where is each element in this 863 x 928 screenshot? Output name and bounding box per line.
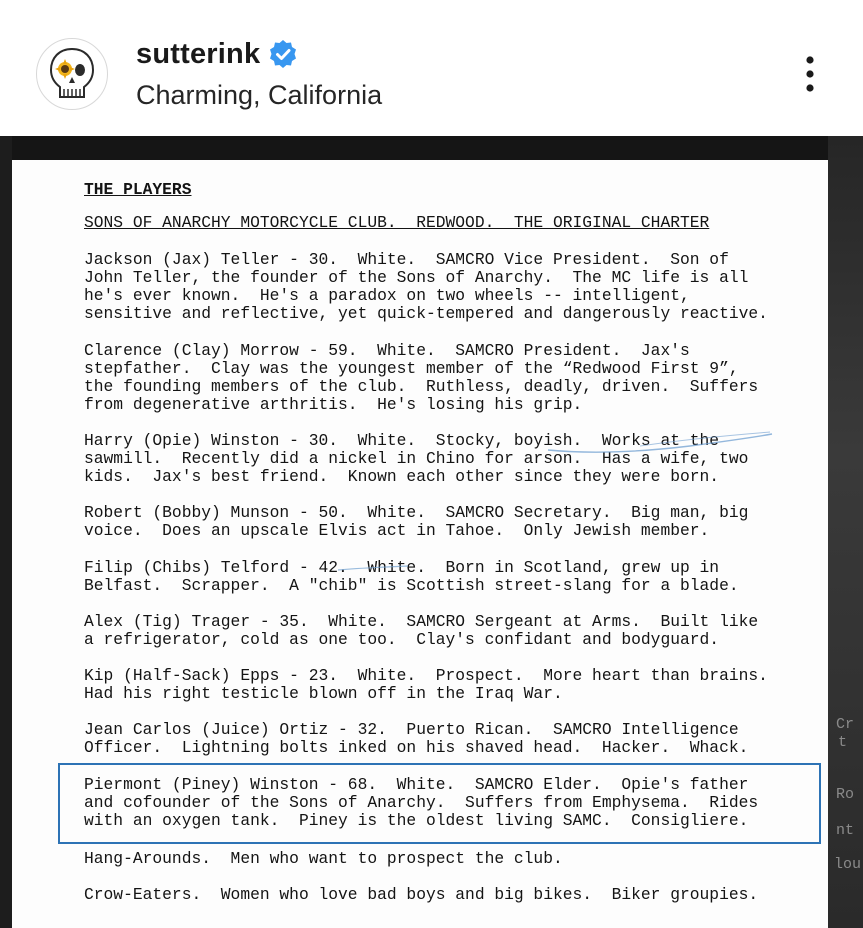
entry-line: Kip (Half-Sack) Epps - 23. White. Prospect. More heart than brains. bbox=[84, 666, 768, 685]
entry-line: from degenerative arthritis. He's losing his grip. bbox=[84, 395, 583, 414]
entry-line: voice. Does an upscale Elvis act in Tahoe. Only Jewish member. bbox=[84, 521, 710, 540]
document-subheading: SONS OF ANARCHY MOTORCYCLE CLUB. REDWOOD. THE ORIGINAL CHARTER bbox=[84, 213, 710, 232]
entry-line: with an oxygen tank. Piney is the oldest living SAMC. Consigliere. bbox=[84, 811, 749, 830]
background-text: Cr bbox=[836, 716, 855, 733]
entry-line: a refrigerator, cold as one too. Clay's confidant and bodyguard. bbox=[84, 630, 720, 649]
entry-line: Belfast. Scrapper. A "chib" is Scottish street-slang for a blade. bbox=[84, 576, 739, 595]
entry-line: and cofounder of the Sons of Anarchy. Suffers from Emphysema. Rides bbox=[84, 793, 759, 812]
entry-line: sawmill. Recently did a nickel in Chino for arson. Has a wife, two bbox=[84, 449, 749, 468]
entry-line: kids. Jax's best friend. Known each other since they were born. bbox=[84, 467, 720, 486]
entry-line: he's ever known. He's a paradox on two wheels -- intelligent, bbox=[84, 286, 690, 305]
photo-right-edge bbox=[828, 136, 863, 928]
post-header bbox=[0, 0, 863, 136]
entry-line: Jean Carlos (Juice) Ortiz - 32. Puerto Rican. SAMCRO Intelligence bbox=[84, 720, 739, 739]
location[interactable]: Charming, California bbox=[136, 80, 383, 110]
entry-line: stepfather. Clay was the youngest member of the “Redwood First 9”, bbox=[84, 359, 739, 378]
photo-left-edge bbox=[0, 136, 12, 928]
background-text: lou bbox=[834, 856, 862, 873]
background-text: t bbox=[838, 734, 848, 751]
entry-line: the founding members of the club. Ruthless, deadly, driven. Suffers bbox=[84, 377, 759, 396]
avatar[interactable] bbox=[36, 38, 108, 110]
document-heading: THE PLAYERS bbox=[84, 180, 192, 199]
entry-line: Hang-Arounds. Men who want to prospect the club. bbox=[84, 849, 563, 868]
entry-line: Piermont (Piney) Winston - 68. White. SAMCRO Elder. Opie's father bbox=[84, 775, 749, 794]
entry-line: Robert (Bobby) Munson - 50. White. SAMCRO Secretary. Big man, big bbox=[84, 503, 749, 522]
background-text: Ro bbox=[836, 786, 855, 803]
entry-line: Harry (Opie) Winston - 30. White. Stocky, boyish. Works at the bbox=[84, 431, 720, 450]
more-vertical-icon[interactable] bbox=[795, 52, 825, 96]
entry-line: Clarence (Clay) Morrow - 59. White. SAMCRO President. Jax's bbox=[84, 341, 690, 360]
entry-line: Filip (Chibs) Telford - 42. White. Born in Scotland, grew up in bbox=[84, 558, 720, 577]
entry-line: John Teller, the founder of the Sons of Anarchy. The MC life is all bbox=[84, 268, 749, 287]
skull-with-sunflower-icon bbox=[37, 39, 107, 109]
entry-line: Officer. Lightning bolts inked on his shaved head. Hacker. Whack. bbox=[84, 738, 749, 757]
entry-line: sensitive and reflective, yet quick-tempered and dangerously reactive. bbox=[84, 304, 768, 323]
background-text: nt bbox=[836, 822, 855, 839]
entry-line: Had his right testicle blown off in the Iraq War. bbox=[84, 684, 563, 703]
username-row bbox=[136, 34, 298, 74]
entry-line: Alex (Tig) Trager - 35. White. SAMCRO Sergeant at Arms. Built like bbox=[84, 612, 759, 631]
entry-line: Crow-Eaters. Women who love bad boys and big bikes. Biker groupies. bbox=[84, 885, 759, 904]
verified-badge-icon bbox=[268, 39, 298, 69]
username[interactable]: sutterink bbox=[136, 37, 261, 70]
entry-line: Jackson (Jax) Teller - 30. White. SAMCRO Vice President. Son of bbox=[84, 250, 729, 269]
